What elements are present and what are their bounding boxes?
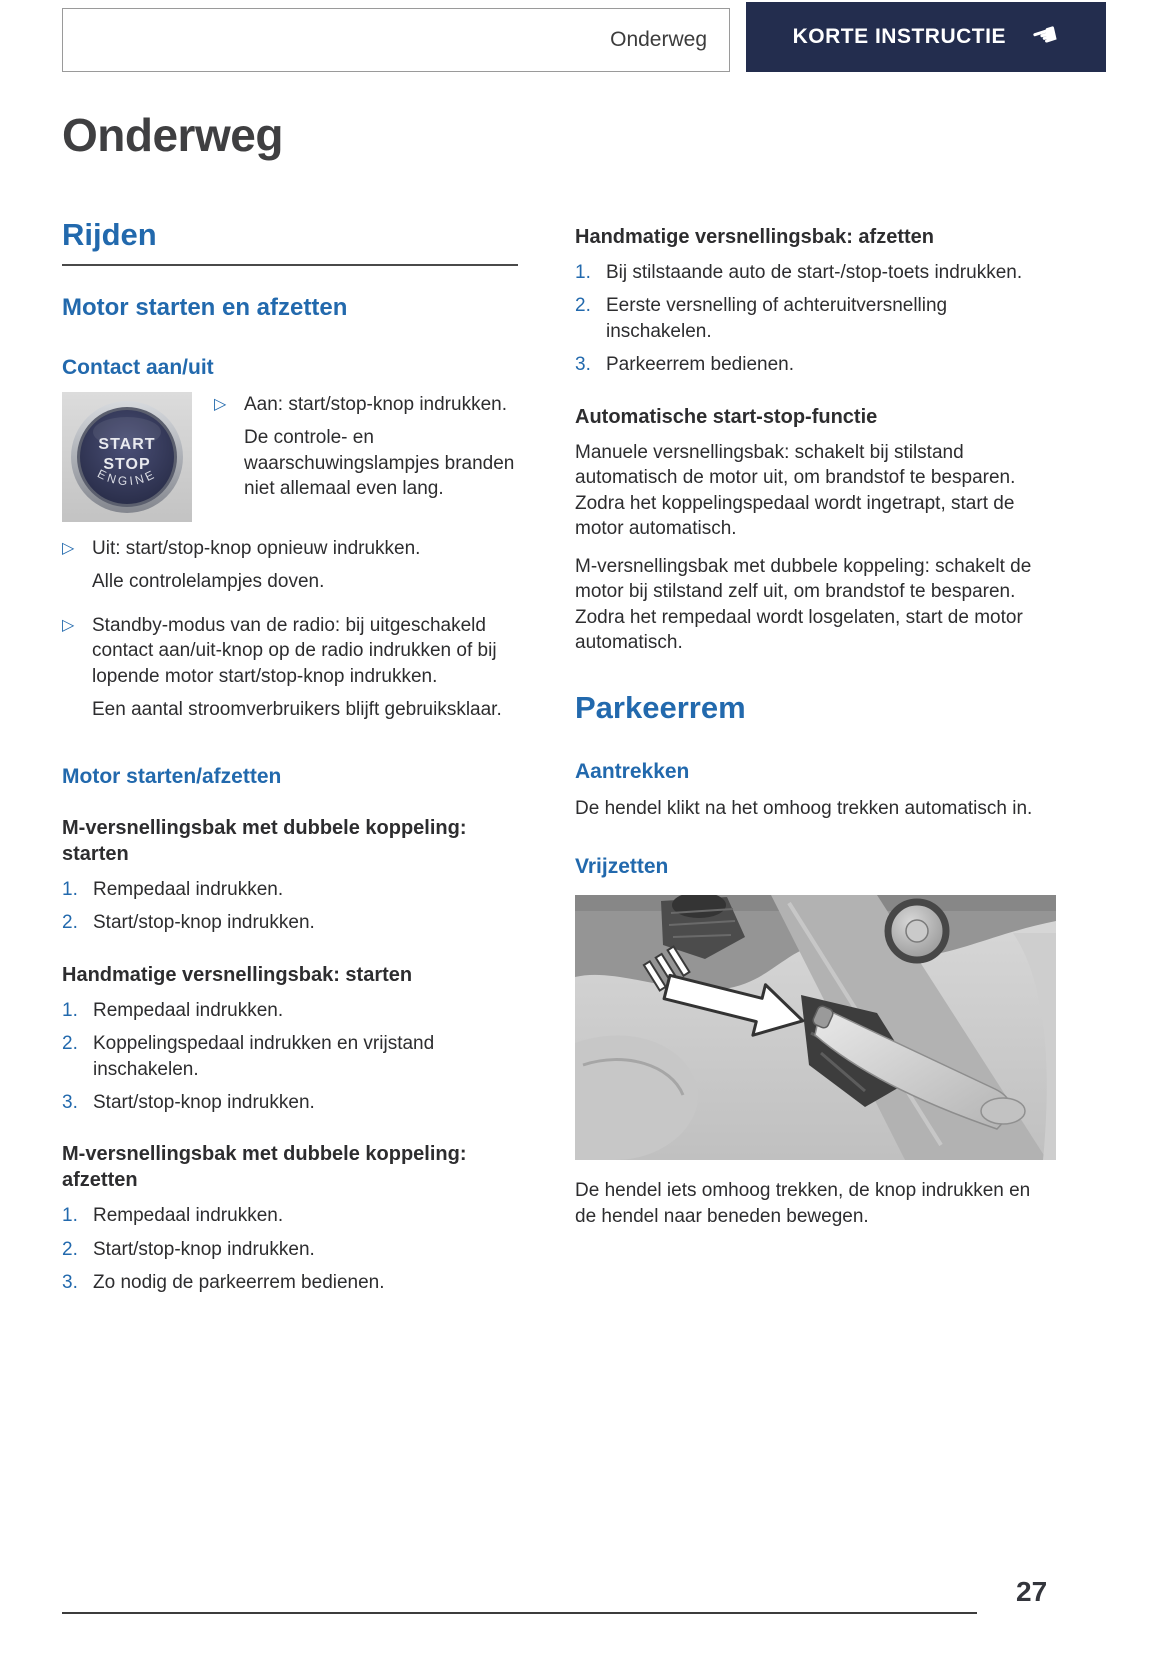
step-item: Zo nodig de parkeerrem bedienen.	[93, 1272, 385, 1294]
procedure-steps	[62, 998, 518, 1116]
running-header-box	[62, 8, 730, 72]
procedure-heading: M-versnellingsbak met dubbele koppeling: starten	[62, 816, 467, 865]
step-item: Start/stop-knop indrukken.	[93, 1091, 315, 1113]
left-column	[62, 218, 518, 1304]
bullet-text: Uit: start/stop-knop opnieuw indrukken.	[92, 537, 421, 559]
chapter-tab-banner	[746, 2, 1106, 72]
page-number: 27	[1016, 1576, 1048, 1607]
procedure-heading: M-versnellingsbak met dubbele koppeling: afzetten	[62, 1143, 467, 1192]
bullet-subtext: Alle controlelampjes doven.	[92, 571, 325, 593]
triangle-bullet-icon: ▷	[214, 395, 227, 413]
handbrake-illustration	[575, 895, 1056, 1160]
heading-aantrekken: Aantrekken	[575, 759, 690, 783]
quick-instruction-hand-icon: ☚	[1027, 16, 1064, 57]
bullet-text: Aan: start/stop-knop indrukken.	[244, 393, 507, 415]
heading-motor-starten-afzetten: Motor starten/afzetten	[62, 764, 282, 788]
button-text-engine: ENGINE	[95, 466, 159, 489]
contact-row	[62, 392, 518, 522]
step-item: Rempedaal indrukken.	[93, 999, 284, 1021]
triangle-bullet-icon: ▷	[62, 616, 75, 634]
heading-vrijzetten: Vrijzetten	[575, 855, 669, 879]
heading-contact-aan-uit: Contact aan/uit	[62, 355, 214, 379]
list-item	[62, 536, 518, 603]
section-heading-rijden: Rijden	[62, 217, 157, 252]
procedure-heading: Automatische start-stop-functie	[575, 405, 878, 428]
paragraph: M-versnellingsbak met dubbele koppeling: schakelt de motor bij stilstand zelf uit, om brandstof te besparen. Zodra het rempedaal wordt losgelaten, start de motor automatisch.	[575, 555, 1032, 653]
start-stop-button-image	[62, 392, 192, 522]
handbrake-figure	[575, 895, 1056, 1160]
figure-caption: De hendel iets omhoog trekken, de knop indrukken en de hendel naar beneden bewegen.	[575, 1180, 1031, 1227]
step-item: Eerste versnelling of achteruitversnelling inschakelen.	[606, 295, 948, 342]
step-item: Koppelingspedaal indrukken en vrijstand inschakelen.	[93, 1033, 435, 1080]
step-item: Start/stop-knop indrukken.	[93, 912, 315, 934]
procedure-heading: Handmatige versnellingsbak: starten	[62, 963, 413, 986]
step-item: Parkeerrem bedienen.	[606, 354, 794, 376]
page-title: Onderweg	[62, 109, 283, 161]
paragraph: De hendel klikt na het omhoog trekken automatisch in.	[575, 797, 1033, 819]
section-divider	[62, 264, 518, 266]
footer-divider	[62, 1612, 977, 1614]
bullet-subtext: De controle- en waarschuwingslampjes branden niet allemaal even lang.	[244, 427, 515, 500]
step-item: Rempedaal indrukken.	[93, 878, 284, 900]
button-text-stop: STOP	[103, 455, 151, 473]
procedure-steps	[62, 877, 518, 936]
step-item: Rempedaal indrukken.	[93, 1205, 284, 1227]
heading-motor-starten-en-afzetten: Motor starten en afzetten	[62, 294, 348, 322]
procedure-steps	[575, 260, 1056, 378]
paragraph: Manuele versnellingsbak: schakelt bij stilstand automatisch de motor uit, om brandstof te besparen. Zodra het koppelingspedaal wordt ingetrapt, start de motor automatisch.	[575, 441, 1016, 540]
triangle-bullet-icon: ▷	[62, 539, 75, 557]
banner-label: KORTE INSTRUCTIE	[792, 25, 1006, 48]
button-text-start: START	[98, 435, 156, 453]
section-heading-parkeerrem: Parkeerrem	[575, 690, 746, 726]
procedure-steps	[62, 1203, 518, 1295]
procedure-heading: Handmatige versnellingsbak: afzetten	[575, 226, 934, 248]
right-column	[575, 218, 1056, 1237]
bullet-text: Standby-modus van de radio: bij uitgeschakeld contact aan/uit-knop op de radio indrukken of bij lopende motor start/stop-knop indrukken.	[92, 614, 497, 687]
bullet-subtext: Een aantal stroomverbruikers blijft gebruiksklaar.	[92, 699, 502, 721]
start-stop-button-figure	[62, 392, 192, 522]
step-item: Bij stilstaande auto de start-/stop-toets indrukken.	[606, 262, 1023, 283]
list-item	[214, 392, 518, 522]
list-item	[62, 613, 518, 731]
step-item: Start/stop-knop indrukken.	[93, 1238, 315, 1260]
running-header-text: Onderweg	[610, 28, 707, 51]
